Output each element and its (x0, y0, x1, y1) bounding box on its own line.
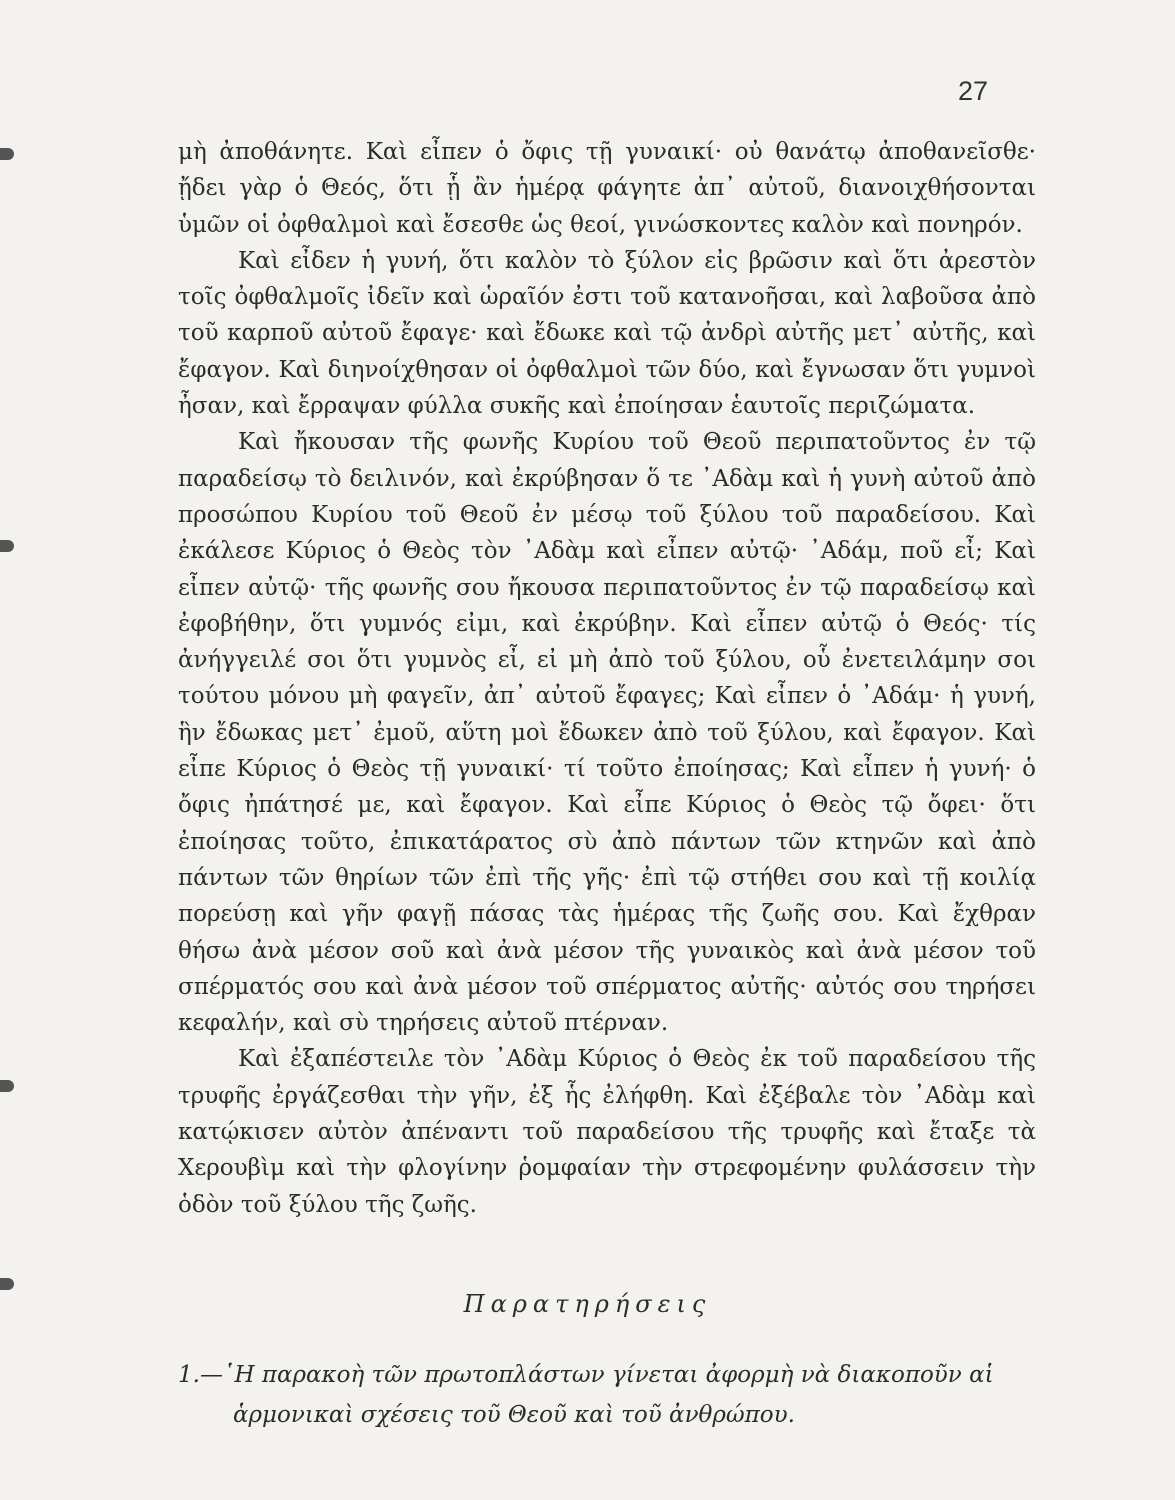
binding-hole (0, 1278, 14, 1290)
paragraph: Καὶ ἐξαπέστειλε τὸν ᾿Αδὰμ Κύριος ὁ Θεὸς ἐκ τοῦ παραδείσου τῆς τρυφῆς ἐργάζεσθαι τὴν γῆν, ἐξ ἧς ἐλήφθη. Καὶ ἐξέβαλε τὸν ᾿Αδὰμ καὶ κατῴκισεν αὐτὸν ἀπέναντι τοῦ παραδείσου τῆς τρυφῆς καὶ ἔταξε τὰ Χερουβὶμ καὶ τὴν φλογίνην ῥομφαίαν τὴν στρεφομένην φυλάσσειν τὴν ὁδὸν τοῦ ξύλου τῆς ζωῆς. (178, 1046, 1036, 1218)
footnote (178, 1355, 1058, 1435)
body-text (178, 134, 1036, 1223)
note-line: ἁρμονικαὶ σχέσεις τοῦ Θεοῦ καὶ τοῦ ἀνθρώπου. (233, 1402, 795, 1428)
paragraph: Καὶ ἤκουσαν τῆς φωνῆς Κυρίου τοῦ Θεοῦ περιπατοῦντος ἐν τῷ παραδείσῳ τὸ δειλινόν, καὶ ἐκρύβησαν ὅ τε ᾿Αδὰμ καὶ ἡ γυνὴ αὐτοῦ ἀπὸ προσώπου Κυρίου τοῦ Θεοῦ ἐν μέσῳ τοῦ ξύλου τοῦ παραδείσου. Καὶ ἐκάλεσε Κύριος ὁ Θεὸς τὸν ᾿Αδὰμ καὶ εἶπεν αὐτῷ· ᾿Αδάμ, ποῦ εἶ; Καὶ εἶπεν αὐτῷ· τῆς φωνῆς σου ἤκουσα περιπατοῦντος ἐν τῷ παραδείσῳ καὶ ἐφοβήθην, ὅτι γυμνός εἰμι, καὶ ἐκρύβην. Καὶ εἶπεν αὐτῷ ὁ Θεός· τίς ἀνήγγειλέ σοι ὅτι γυμνὸς εἶ, εἰ μὴ ἀπὸ τοῦ ξύλου, οὗ ἐνετειλάμην σοι τούτου μόνου μὴ φαγεῖν, ἀπ᾿ αὐτοῦ ἔφαγες; Καὶ εἶπεν ὁ ᾿Αδάμ· ἡ γυνή, ἣν ἔδωκας μετ᾿ ἐμοῦ, αὕτη μοὶ ἔδωκεν ἀπὸ τοῦ ξύλου, καὶ ἔφαγον. Καὶ εἶπε Κύριος ὁ Θεὸς τῇ γυναικί· τί τοῦτο ἐποίησας; Καὶ εἶπεν ἡ γυνή· ὁ ὄφις ἠπάτησέ με, καὶ ἔφαγον. Καὶ εἶπε Κύριος ὁ Θεὸς τῷ ὄφει· ὅτι ἐποίησας τοῦτο, ἐπικατάρατος σὺ ἀπὸ πάντων τῶν κτηνῶν καὶ ἀπὸ πάντων τῶν θηρίων τῶν ἐπὶ τῆς γῆς· ἐπὶ τῷ στήθει σου καὶ τῇ κοιλίᾳ πορεύσῃ καὶ γῆν φαγῇ πάσας τὰς ἡμέρας τῆς ζωῆς σου. Καὶ ἔχθραν θήσω ἀνὰ μέσον σοῦ καὶ ἀνὰ μέσον τῆς γυναικὸς καὶ ἀνὰ μέσον τοῦ σπέρματός σου καὶ ἀνὰ μέσον τοῦ σπέρματος αὐτῆς· αὐτός σου τηρήσει κεφαλήν, καὶ σὺ τηρήσεις αὐτοῦ πτέρναν. (178, 429, 1036, 1037)
binding-hole (0, 148, 14, 160)
paragraph: μὴ ἀποθάνητε. Καὶ εἶπεν ὁ ὄφις τῇ γυναικί· οὐ θανάτῳ ἀποθανεῖσθε· ᾔδει γὰρ ὁ Θεός, ὅτι ᾗ ἂν ἡμέρᾳ φάγητε ἀπ᾿ αὐτοῦ, διανοιχθήσονται ὑμῶν οἱ ὀφθαλμοὶ καὶ ἔσεσθε ὡς θεοί, γινώσκοντες καλὸν καὶ πονηρόν. (178, 139, 1036, 238)
binding-hole (0, 540, 14, 552)
binding-hole (0, 1080, 14, 1092)
note-line: ῾Η παρακοὴ τῶν πρωτοπλάστων γίνεται ἀφορμὴ νὰ διακοποῦν αἱ (222, 1362, 994, 1388)
note-number: 1.— (178, 1362, 223, 1388)
page-number: 27 (958, 76, 989, 106)
paragraph: Καὶ εἶδεν ἡ γυνή, ὅτι καλὸν τὸ ξύλον εἰς βρῶσιν καὶ ὅτι ἀρεστὸν τοῖς ὀφθαλμοῖς ἰδεῖν καὶ ὡραῖόν ἐστι τοῦ κατανοῆσαι, καὶ λαβοῦσα ἀπὸ τοῦ καρποῦ αὐτοῦ ἔφαγε· καὶ ἔδωκε καὶ τῷ ἀνδρὶ αὐτῆς μετ᾿ αὐτῆς, καὶ ἔφαγον. Καὶ διηνοίχθησαν οἱ ὀφθαλμοὶ τῶν δύο, καὶ ἔγνωσαν ὅτι γυμνοὶ ἦσαν, καὶ ἔρραψαν φύλλα συκῆς καὶ ἐποίησαν ἑαυτοῖς περιζώματα. (178, 247, 1036, 420)
section-heading: Παρατηρήσεις (463, 1290, 712, 1318)
